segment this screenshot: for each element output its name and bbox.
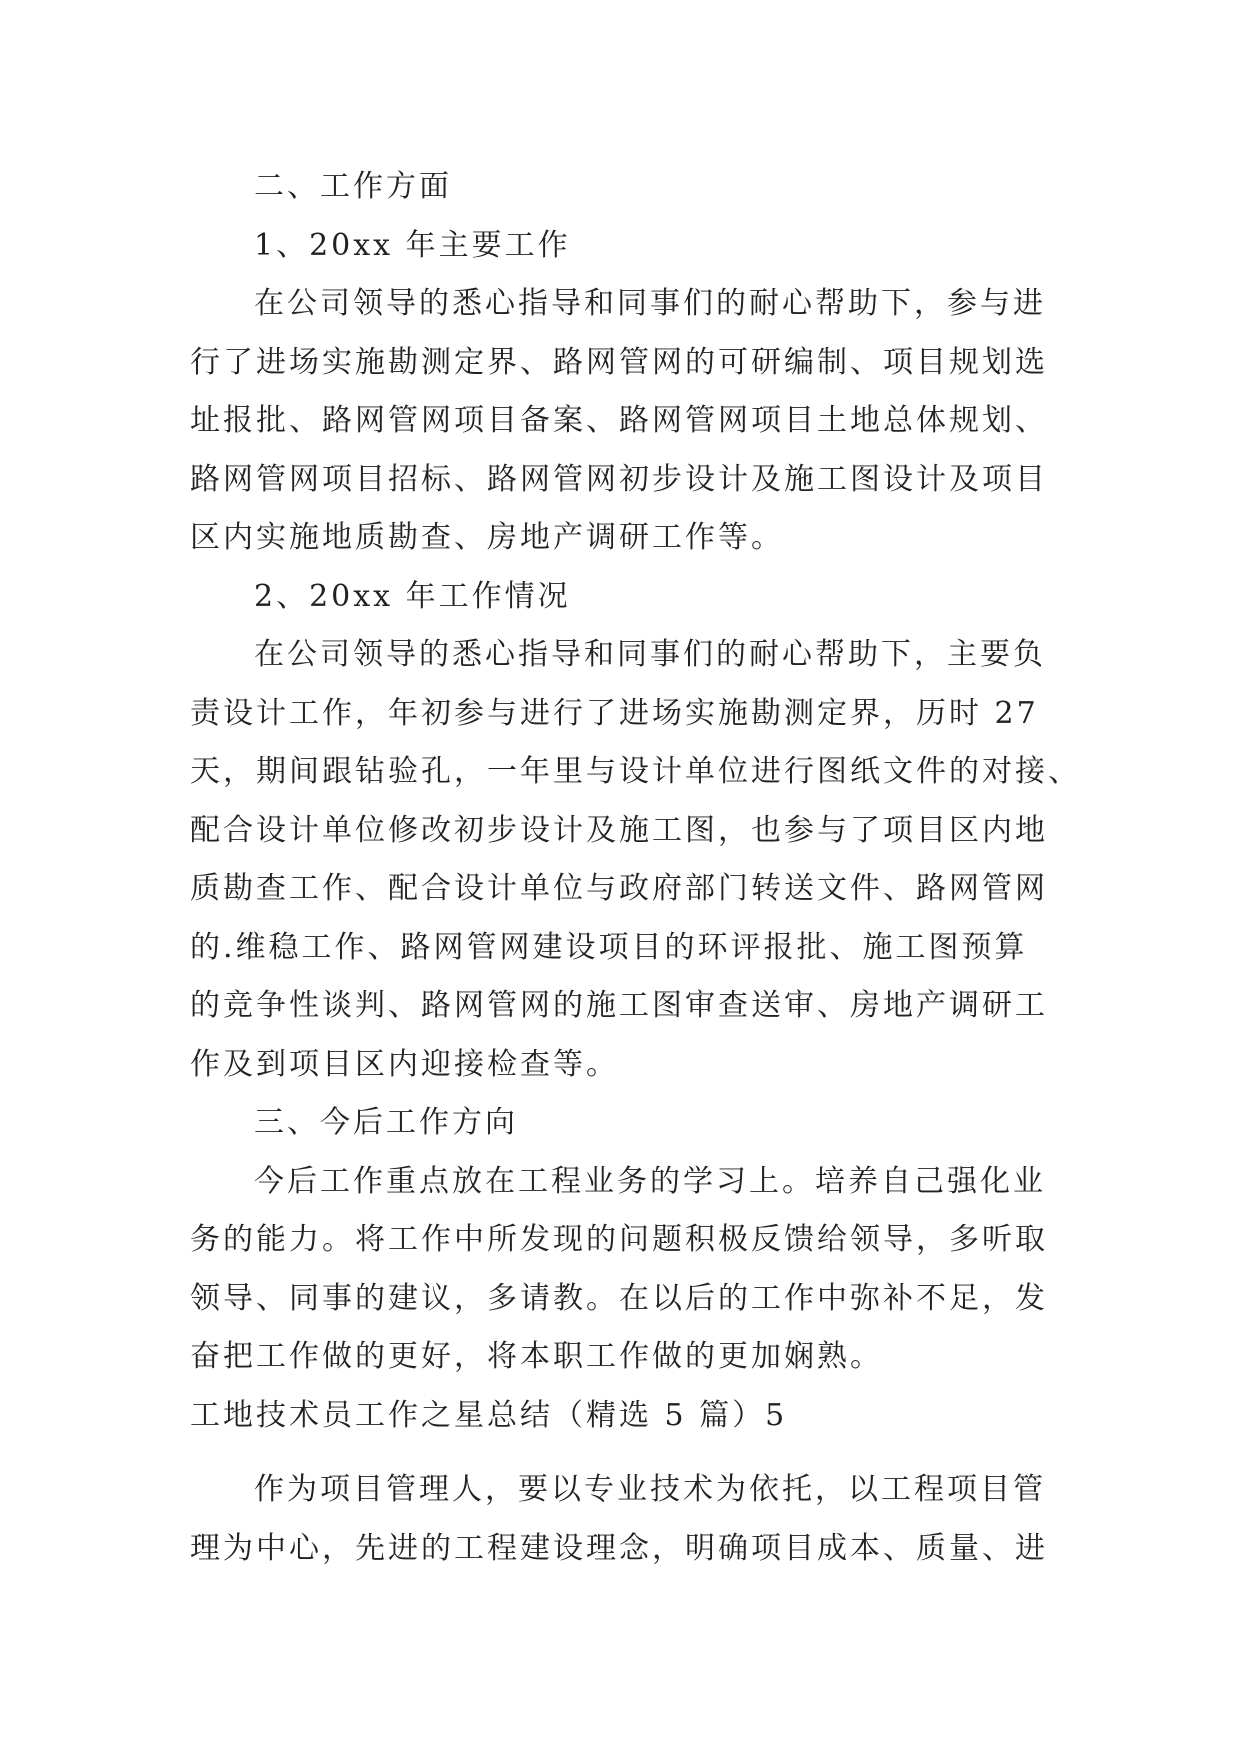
paragraph-line: 奋把工作做的更好，将本职工作做的更加娴熟。 — [190, 1339, 883, 1374]
paragraph-line: 址报批、路网管网项目备案、路网管网项目土地总体规划、 — [190, 403, 1048, 438]
paragraph-line: 区内实施地质勘查、房地产调研工作等。 — [190, 520, 784, 555]
paragraph-line: 今后工作重点放在工程业务的学习上。培养自己强化业 — [254, 1163, 1046, 1199]
paragraph-line: 理为中心，先进的工程建设理念，明确项目成本、质量、进 — [190, 1530, 1048, 1566]
document-body — [190, 158, 1081, 1578]
paragraph-line: 务的能力。将工作中所发现的问题积极反馈给领导，多听取 — [190, 1222, 1048, 1257]
section-heading-work: 二、工作方面 — [254, 169, 452, 204]
paragraph-line: 作及到项目区内迎接检查等。 — [190, 1046, 619, 1082]
paragraph-line: 在公司领导的悉心指导和同事们的耐心帮助下，参与进 — [254, 286, 1046, 321]
paragraph-line: 领导、同事的建议，多请教。在以后的工作中弥补不足，发 — [190, 1280, 1048, 1316]
article-title: 工地技术员工作之星总结（精选 5 篇）5 — [190, 1397, 788, 1433]
paragraph-line: 质勘查工作、配合设计单位与政府部门转送文件、路网管网 — [190, 871, 1048, 906]
section-heading-future: 三、今后工作方向 — [254, 1105, 518, 1140]
subheading-work-status: 2、20xx 年工作情况 — [254, 578, 571, 614]
paragraph-line: 的.维稳工作、路网管网建设项目的环评报批、施工图预算 — [190, 929, 1028, 965]
paragraph-line: 天，期间跟钻验孔，一年里与设计单位进行图纸文件的对接、 — [190, 754, 1081, 789]
paragraph-line: 作为项目管理人，要以专业技术为依托，以工程项目管 — [254, 1472, 1046, 1507]
paragraph-line: 路网管网项目招标、路网管网初步设计及施工图设计及项目 — [190, 461, 1048, 497]
paragraph-line: 行了进场实施勘测定界、路网管网的可研编制、项目规划选 — [190, 344, 1048, 380]
subheading-main-work: 1、20xx 年主要工作 — [254, 227, 571, 263]
paragraph-line: 配合设计单位修改初步设计及施工图，也参与了项目区内地 — [190, 812, 1048, 848]
paragraph-line: 的竞争性谈判、路网管网的施工图审查送审、房地产调研工 — [190, 988, 1048, 1023]
paragraph-line: 在公司领导的悉心指导和同事们的耐心帮助下，主要负 — [254, 637, 1046, 672]
paragraph-line: 责设计工作，年初参与进行了进场实施勘测定界，历时 27 — [190, 695, 1039, 731]
